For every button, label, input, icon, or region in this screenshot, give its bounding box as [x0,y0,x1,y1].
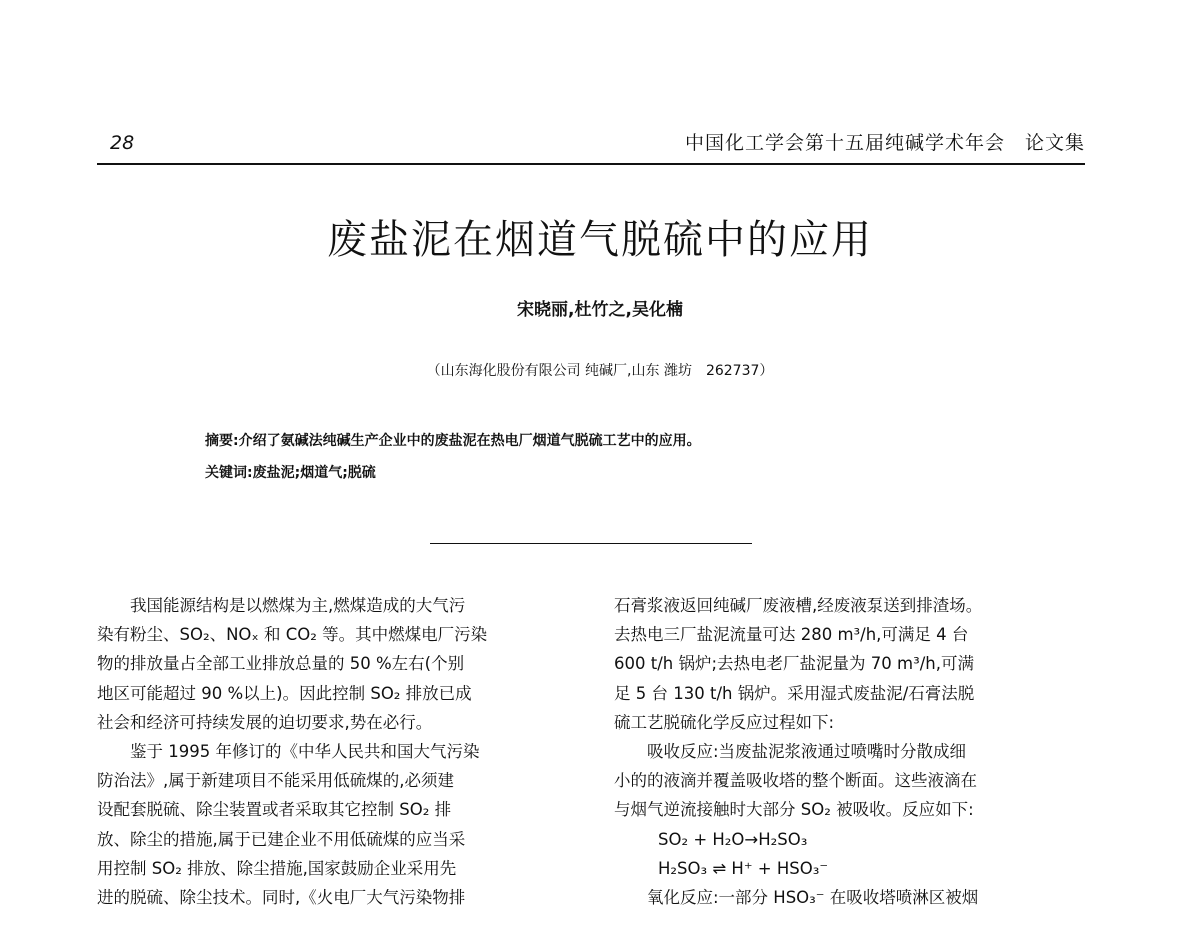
body-line: 放、除尘的措施,属于已建企业不用低硫煤的应当采 [97,829,466,849]
body-line: 硫工艺脱硫化学反应过程如下: [614,712,835,732]
body-line: 进的脱硫、除尘技术。同时,《火电厂大气污染物排 [97,887,466,907]
header-rule [97,163,1085,165]
paper-title: 废盐泥在烟道气脱硫中的应用 [327,217,873,263]
body-line: 物的排放量占全部工业排放总量的 50 %左右(个别 [97,654,465,674]
body-line: 设配套脱硫、除尘装置或者采取其它控制 SO₂ 排 [97,800,452,820]
chemical-equation: SO₂ + H₂O→H₂SO₃ [658,829,808,849]
body-line: 600 t/h 锅炉;去热电老厂盐泥量为 70 m³/h,可满 [614,654,974,674]
body-line: 氧化反应:一部分 HSO₃⁻ 在吸收塔喷淋区被烟 [647,887,979,907]
body-line: 小的的液滴并覆盖吸收塔的整个断面。这些液滴在 [614,771,977,791]
body-line: 我国能源结构是以燃煤为主,燃煤造成的大气污 [130,596,466,615]
body-line: 用控制 SO₂ 排放、除尘措施,国家鼓励企业采用先 [97,858,457,878]
body-line: 去热电三厂盐泥流量可达 280 m³/h,可满足 4 台 [614,625,969,645]
running-header: 中国化工学会第十五届纯碱学术年会 论文集 [684,132,1085,154]
authors: 宋晓丽,杜竹之,吴化楠 [517,300,683,320]
page-number: 28 [110,132,135,154]
body-line: 地区可能超过 90 %以上)。因此控制 SO₂ 排放已成 [97,683,472,703]
body-line: 社会和经济可持续发展的迫切要求,势在必行。 [97,712,433,732]
keywords: 关键词:废盐泥;烟道气;脱硫 [205,465,376,481]
body-line: 鉴于 1995 年修订的《中华人民共和国大气污染 [130,741,480,761]
abstract: 摘要:介绍了氨碱法纯碱生产企业中的废盐泥在热电厂烟道气脱硫工艺中的应用。 [205,433,701,449]
body-line: 染有粉尘、SO₂、NOₓ 和 CO₂ 等。其中燃煤电厂污染 [97,625,488,645]
section-divider [430,543,752,544]
body-line: 足 5 台 130 t/h 锅炉。采用湿式废盐泥/石膏法脱 [614,683,975,703]
body-line: 防治法》,属于新建项目不能采用低硫煤的,必须建 [97,771,454,791]
body-line: 石膏浆液返回纯碱厂废液槽,经废液泵送到排渣场。 [614,596,983,615]
affiliation: （山东海化股份有限公司 纯碱厂,山东 潍坊 262737） [426,363,774,379]
right-column [614,591,1084,912]
left-column [97,591,567,912]
chemical-equation: H₂SO₃ ⇌ H⁺ + HSO₃⁻ [658,858,829,878]
body-line: 与烟气逆流接触时大部分 SO₂ 被吸收。反应如下: [614,800,974,820]
body-line: 吸收反应:当废盐泥浆液通过喷嘴时分散成细 [647,741,967,761]
